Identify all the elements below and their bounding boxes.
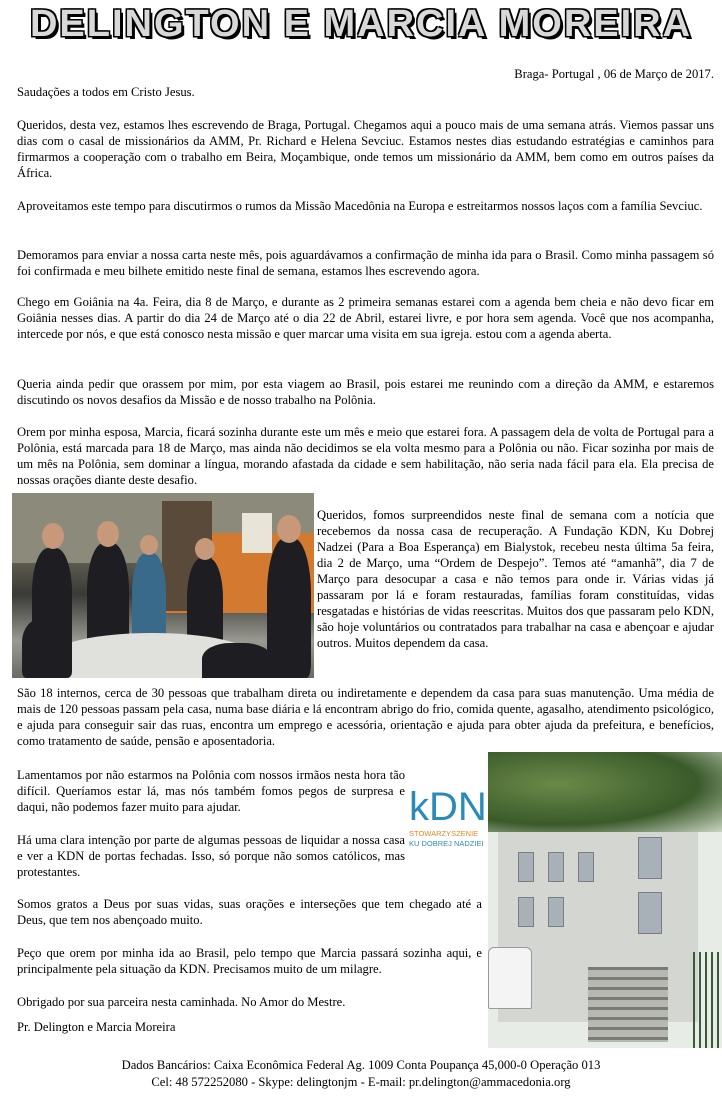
signature: Pr. Delington e Marcia Moreira: [17, 1020, 176, 1034]
page-title: DELINGTON E MARCIA MOREIRA: [29, 3, 693, 45]
kdn-building-photo: [488, 752, 722, 1048]
paragraph-4: Chego em Goiânia na 4a. Feira, dia 8 de Março, e durante as 2 primeira semanas estarei com a agenda bem cheia e não devo ficar em Goiânia nesses dias. A partir do dia 24 de Março até o dia 22 de Abril, estarei livre, e por hora sem agenda. Você que nos acompanha, intercede por nós, e que está conosco nesta missão e quer marcar uma visita em sua igreja. estou com a agenda aberta.: [17, 295, 714, 341]
letter-date: Braga- Portugal , 06 de Março de 2017.: [514, 67, 714, 81]
footer-contact-info: Cel: 48 572252080 - Skype: delingtonjm - E-mail: pr.delington@ammacedonia.org: [151, 1075, 571, 1089]
kdn-logo-line2: KU DOBREJ NADZIEI: [409, 839, 484, 848]
paragraph-9: Lamentamos por não estarmos na Polônia com nossos irmãos nesta hora tão difícil. Queríamos estar lá, mas nós também fomos pegos de surpresa e daqui, não podemos fazer muito para ajudar.: [17, 768, 405, 814]
kdn-meeting-photo: [12, 493, 314, 678]
kdn-logo-line1: STOWARZYSZENIE: [409, 829, 479, 838]
paragraph-13: Obrigado por sua parceira nesta caminhada. No Amor do Mestre.: [17, 995, 346, 1009]
paragraph-5: Queria ainda pedir que orassem por mim, por esta viagem ao Brasil, pois estarei me reunindo com a direção da AMM, e estaremos discutindo os novos desafios da Missão e de nosso trabalho na Polônia.: [17, 377, 714, 407]
footer-bank-info: Dados Bancários: Caixa Econômica Federal Ag. 1009 Conta Poupança 45,000-0 Operação 013: [121, 1058, 601, 1072]
paragraph-10: Há uma clara intenção por parte de algumas pessoas de liquidar a nossa casa e ver a KDN de portas fechadas. Isso, só porque não somos católicos, mas protestantes.: [17, 833, 405, 879]
paragraph-2: Aproveitamos este tempo para discutirmos o rumos da Missão Macedônia na Europa e estreitarmos nossos laços com a família Sevciuc.: [17, 199, 703, 213]
paragraph-11: Somos gratos a Deus por suas vidas, suas orações e interseções que tem chegado até a Deus, que tem nos abençoado muito.: [17, 897, 482, 927]
greeting: Saudações a todos em Cristo Jesus.: [17, 85, 195, 99]
paragraph-8: São 18 internos, cerca de 30 pessoas que trabalham direta ou indiretamente e dependem da casa para suas manutenção. Uma média de mais de 120 pessoas passam pela casa, numa base diária e lá encontram abrigo do frio, comida quente, agasalho, atendimento psicológico, e ajuda para conseguir sair das ruas, encontra um emprego e acessória, orientação e ajuda para obter ajuda da prefeitura, e benefícios, como tratamento de saúde, pensão e aposentadoria.: [17, 686, 714, 748]
paragraph-7: Queridos, fomos surpreendidos neste final de semana com a notícia que recebemos da nossa casa de recuperação. A Fundação KDN, Ku Dobrej Nadzei (Para a Boa Esperança) em Bialystok, recebeu nesta última 5a feira, dia 2 de Março, uma “Ordem de Despejo”. Temos até “amanhã”, dia 7 de Março para desocupar a casa e não temos para onde ir. Várias vidas já passaram por lá e foram restauradas, famílias foram constituídas, vidas resgatadas e histórias de vidas reescritas. Muitos dos que passaram pelo KDN, são hoje voluntários ou contratados para trabalhar na casa e abençoar e ajudar outros. Muitos dependem da casa.: [317, 508, 714, 650]
paragraph-6: Orem por minha esposa, Marcia, ficará sozinha durante este um mês e meio que estarei fora. A passagem dela de volta de Portugal para a Polônia, está marcada para 18 de Março, mas ainda não decidimos se ela volta mesmo para a Polônia ou não. Ficar sozinha por mais de um mês na Polônia, sem dominar a língua, morando afastada da cidade e sem habilitação, não seria nada fácil para ela. Ela precisa de nossas orações diante deste desafio.: [17, 425, 714, 487]
paragraph-3: Demoramos para enviar a nossa carta neste mês, pois aguardávamos a confirmação de minha ida para o Brasil. Como minha passagem só foi confirmada e meu bilhete emitido neste final de semana, estamos lhes escrevendo agora.: [17, 248, 714, 278]
kdn-logo-letters: kDN: [409, 785, 487, 829]
paragraph-1: Queridos, desta vez, estamos lhes escrevendo de Braga, Portugal. Chegamos aqui a pouco mais de uma semana atrás. Viemos passar uns dias com o casal de missionários da AMM, Pr. Richard e Helena Sevciuc. Estamos nestes dias estudando estratégias e caminhos para firmarmos a cooperação com o trabalho em Beira, Moçambique, onde temos um missionário da AMM, bem como em outros países da África.: [17, 118, 714, 180]
paragraph-12: Peço que orem por minha ida ao Brasil, pelo tempo que Marcia passará sozinha aqui, e principalmente pela situação da KDN. Precisamos muito de um milagre.: [17, 946, 482, 976]
